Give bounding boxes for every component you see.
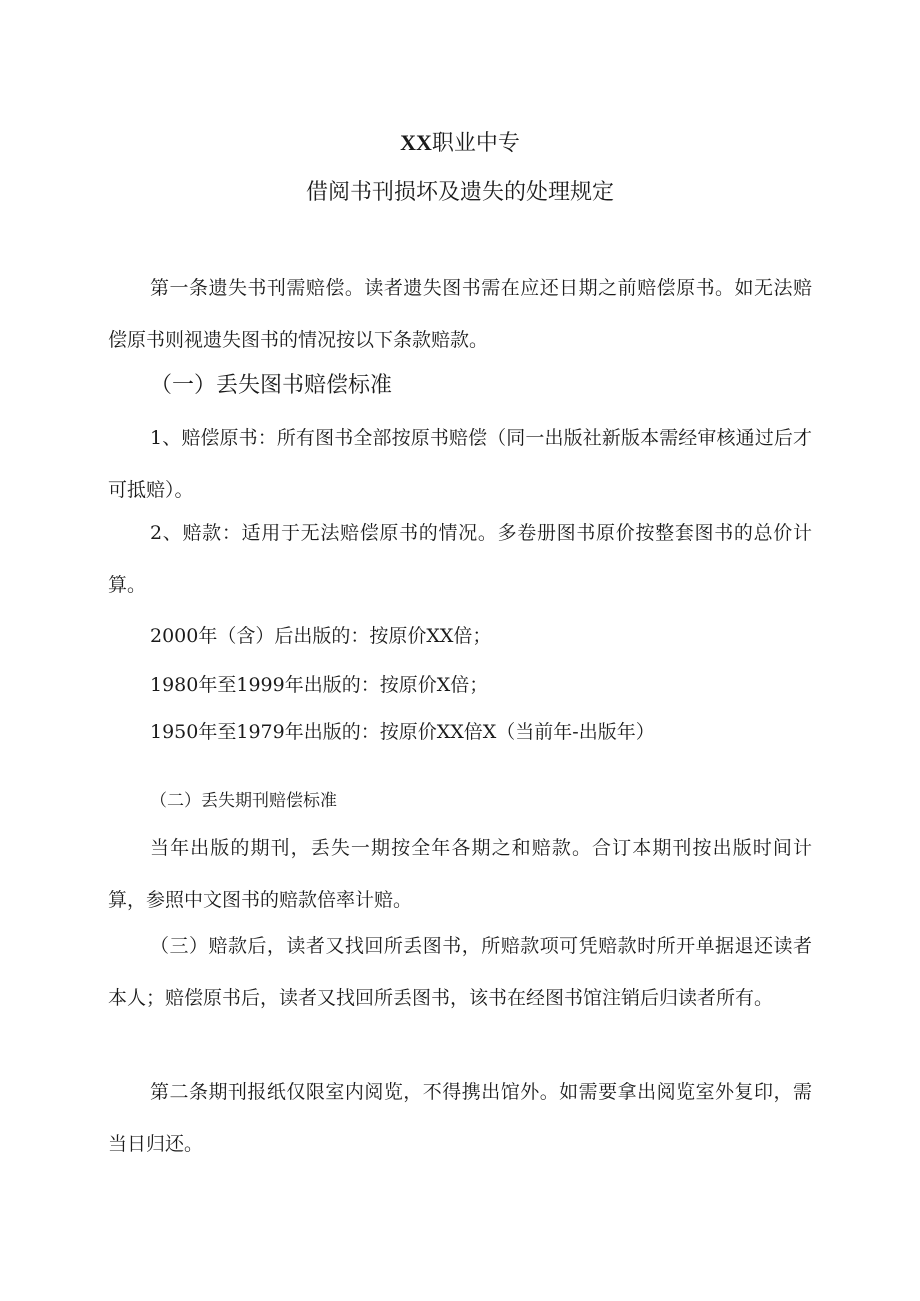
article-1-paragraph: 第一条遗失书刊需赔偿。读者遗失图书需在应还日期之前赔偿原书。如无法赔偿原书则视遗失图书的情况按以下条款赔款。 xyxy=(108,277,812,351)
item-1-paragraph: 1、赔偿原书：所有图书全部按原书赔偿（同一出版社新版本需经审核通过后才可抵赔）。 xyxy=(108,427,812,501)
rule-1950-line: 1950年至1979年出版的：按原价XX倍X（当前年-出版年） xyxy=(150,721,655,743)
document-title-school xyxy=(0,128,920,159)
section-2-heading: （二）丢失期刊赔偿标准 xyxy=(150,791,337,811)
title-xx: XX xyxy=(400,130,432,155)
item-2-paragraph: 2、赔款：适用于无法赔偿原书的情况。多卷册图书原价按整套图书的总价计算。 xyxy=(108,522,812,596)
periodical-paragraph: 当年出版的期刊，丢失一期按全年各期之和赔款。合订本期刊按出版时间计算，参照中文图书的赔款倍率计赔。 xyxy=(108,837,812,911)
section-1-heading: （一）丢失图书赔偿标准 xyxy=(150,373,393,398)
section-3-paragraph: （三）赔款后，读者又找回所丢图书，所赔款项可凭赔款时所开单据退还读者本人；赔偿原书后，读者又找回所丢图书，该书在经图书馆注销后归读者所有。 xyxy=(108,935,812,1009)
title-school-name: 职业中专 xyxy=(431,131,520,156)
article-2-paragraph: 第二条期刊报纸仅限室内阅览，不得携出馆外。如需要拿出阅览室外复印，需当日归还。 xyxy=(108,1081,812,1155)
document-title-regulation: 借阅书刊损坏及遗失的处理规定 xyxy=(305,180,614,205)
rule-2000-line: 2000年（含）后出版的：按原价XX倍； xyxy=(150,625,492,647)
rule-1980-line: 1980年至1999年出版的：按原价X倍； xyxy=(150,674,489,696)
